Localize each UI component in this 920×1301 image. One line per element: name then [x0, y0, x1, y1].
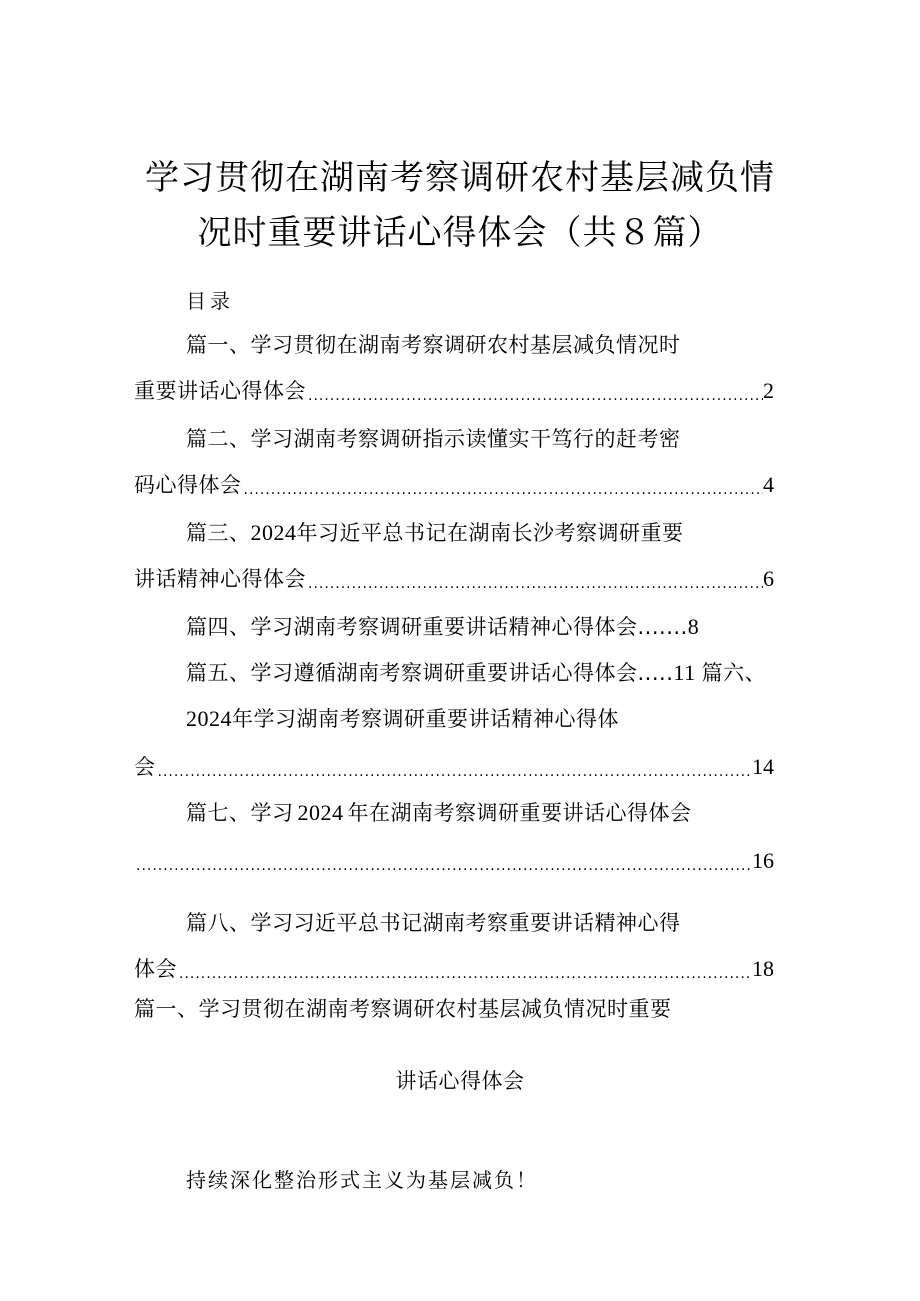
toc-entry-2-page: 4: [763, 472, 774, 497]
toc-entry-8-page: 18: [752, 956, 774, 981]
toc-entry-5-text: 篇五、学习遵循湖南考察调研重要讲话心得体会: [186, 661, 638, 685]
toc-entry-2-line-1[interactable]: 篇二、学习湖南考察调研指示读懂实干笃行的赶考密: [186, 427, 681, 451]
toc-entry-3-text: 讲话精神心得体会: [134, 567, 306, 591]
toc-entry-5-dots: .....: [637, 661, 674, 685]
section-heading-line-1: 篇一、学习贯彻在湖南考察调研农村基层减负情况时重要: [134, 997, 672, 1021]
toc-leader-dots: [134, 856, 752, 876]
toc-entry-6-rest: 年学习湖南考察调研重要讲话精神心得体: [232, 707, 619, 731]
toc-entry-1-page: 2: [763, 378, 774, 403]
toc-entry-4-text: 篇四、学习湖南考察调研重要讲话精神心得体会: [186, 615, 638, 639]
toc-entry-5[interactable]: [186, 658, 766, 688]
document-title-line-1: 学习贯彻在湖南考察调研农村基层减负情: [145, 158, 775, 198]
toc-entry-6-text: 会: [134, 755, 156, 779]
toc-entry-7-line-2[interactable]: [134, 846, 774, 876]
toc-entry-3-line-2[interactable]: [134, 564, 774, 594]
section-heading-line-2: 讲话心得体会: [395, 1069, 525, 1093]
toc-leader-dots: [177, 964, 752, 984]
document-title-line-2: 况时重要讲话心得体会（共８篇）: [197, 213, 723, 253]
toc-entry-3-page: 6: [763, 566, 774, 591]
toc-entry-1-line-1[interactable]: 篇一、学习贯彻在湖南考察调研农村基层减负情况时: [186, 333, 681, 357]
toc-entry-7-prefix: 篇七、学习: [186, 801, 294, 825]
toc-entry-8-line-1[interactable]: 篇八、学习习近平总书记湖南考察重要讲话精神心得: [186, 911, 681, 935]
toc-entry-1-line-2[interactable]: [134, 376, 774, 406]
first-paragraph: 持续深化整治形式主义为基层减负！: [186, 1168, 538, 1192]
toc-entry-3-year: 2024: [250, 520, 297, 545]
toc-entry-3-line-1[interactable]: [186, 518, 684, 548]
toc-entry-7-rest: 年在湖南考察调研重要讲话心得体会: [347, 801, 692, 825]
toc-entry-7-year: 2024: [297, 800, 344, 825]
toc-entry-3-prefix: 篇三、: [186, 521, 251, 545]
toc-entry-2-line-2[interactable]: [134, 470, 774, 500]
toc-entry-2-text: 码心得体会: [134, 473, 242, 497]
toc-entry-4-dots: .......: [637, 615, 688, 639]
toc-entry-6-line-1[interactable]: [186, 704, 619, 734]
toc-entry-6-page: 14: [752, 754, 774, 779]
toc-entry-6-prefix: 篇六、: [701, 661, 767, 685]
toc-entry-6-line-2[interactable]: [134, 752, 774, 782]
toc-leader-dots: [242, 480, 764, 500]
toc-entry-5-page: 11: [673, 660, 696, 685]
toc-label: 目录: [186, 289, 234, 313]
toc-entry-6-year: 2024: [186, 706, 232, 731]
toc-entry-4[interactable]: [186, 612, 699, 642]
toc-leader-dots: [306, 574, 763, 594]
toc-entry-3-rest: 年习近平总书记在湖南长沙考察调研重要: [296, 521, 684, 545]
toc-entry-8-line-2[interactable]: [134, 954, 774, 984]
toc-entry-4-page: 8: [687, 614, 700, 639]
toc-entry-7-line-1[interactable]: [186, 798, 692, 828]
toc-leader-dots: [156, 762, 753, 782]
toc-leader-dots: [306, 386, 763, 406]
toc-entry-1-text: 重要讲话心得体会: [134, 379, 306, 403]
toc-entry-7-page: 16: [752, 848, 774, 873]
toc-entry-8-text: 体会: [134, 957, 177, 981]
